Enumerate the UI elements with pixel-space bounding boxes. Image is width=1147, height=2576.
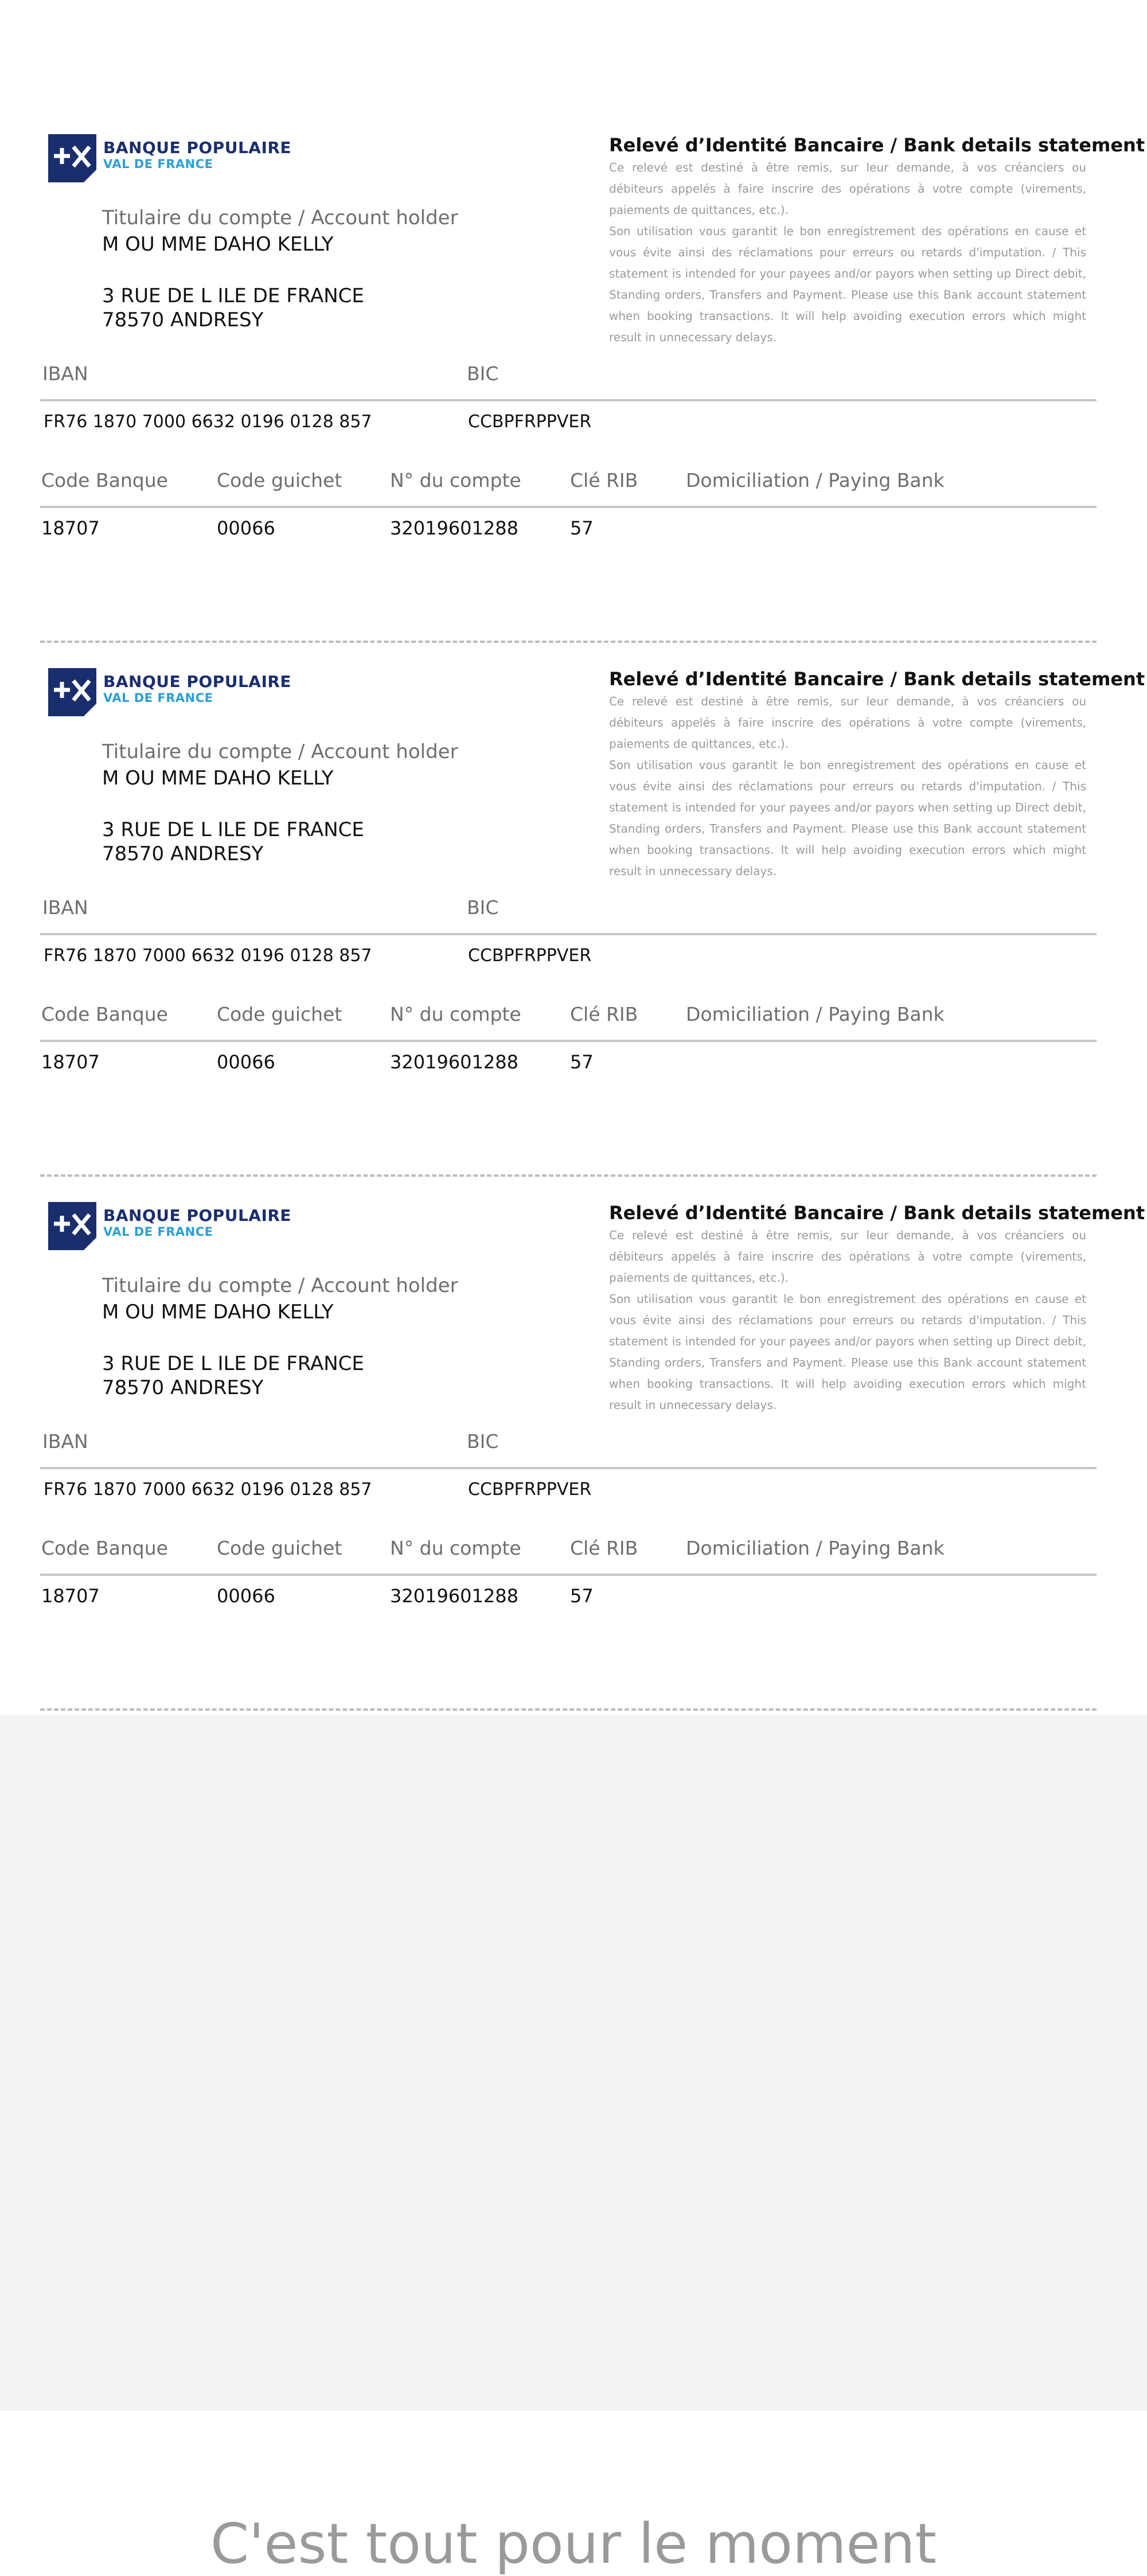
iban-label: IBAN: [42, 362, 88, 385]
bank-logo: [48, 1202, 306, 1250]
account-number-label: N° du compte: [390, 469, 521, 491]
bank-brand-name: BANQUE POPULAIRE: [103, 1206, 292, 1225]
code-guichet-value: 00066: [217, 517, 275, 539]
rib-description-2: Son utilisation vous garantit le bon enregistrement des opérations en cause et vous évite ainsi des réclamations pour erreurs ou retards d'imputation. / This statement is intended for your payees and/or payors when setting up Direct debit, Standing orders, Transfers and Payment. Please use this Bank account statement when booking transactions. It will help avoiding execution errors which might result in unnecessary delays.: [609, 758, 1086, 878]
address-line-1: 3 RUE DE L ILE DE FRANCE: [102, 1352, 364, 1375]
bank-region-name: VAL DE FRANCE: [103, 1225, 213, 1239]
account-holder-name: M OU MME DAHO KELLY: [102, 1301, 334, 1324]
cle-rib-value: 57: [570, 1051, 594, 1073]
code-banque-value: 18707: [41, 1051, 100, 1073]
code-banque-label: Code Banque: [41, 1537, 168, 1559]
bank-brand-name: BANQUE POPULAIRE: [103, 138, 292, 157]
rib-title: Relevé d’Identité Bancaire / Bank details statement: [609, 134, 1145, 156]
iban-value: FR76 1870 7000 6632 0196 0128 857: [44, 412, 372, 432]
cle-rib-value: 57: [570, 1585, 594, 1607]
address-line-2: 78570 ANDRESY: [102, 1376, 264, 1399]
bic-label: BIC: [467, 896, 499, 919]
account-number-value: 32019601288: [390, 1051, 518, 1073]
bank-region-name: VAL DE FRANCE: [103, 157, 213, 171]
domiciliation-label: Domiciliation / Paying Bank: [686, 469, 945, 491]
banque-populaire-logo-icon: [48, 1202, 96, 1250]
iban-value: FR76 1870 7000 6632 0196 0128 857: [44, 1480, 372, 1500]
code-guichet-label: Code guichet: [217, 1537, 342, 1559]
rib-slip: [0, 1202, 1147, 1735]
code-guichet-value: 00066: [217, 1585, 275, 1607]
divider: [40, 506, 1097, 508]
cle-rib-label: Clé RIB: [570, 1537, 638, 1559]
banque-populaire-logo-icon: [48, 134, 96, 182]
domiciliation-label: Domiciliation / Paying Bank: [686, 1537, 945, 1559]
account-number-label: N° du compte: [390, 1537, 521, 1559]
rib-title: Relevé d’Identité Bancaire / Bank details statement: [609, 1202, 1145, 1224]
cut-line: [40, 641, 1097, 643]
address-line-1: 3 RUE DE L ILE DE FRANCE: [102, 284, 364, 307]
bic-value: CCBPFRPPVER: [468, 946, 592, 966]
footer-background: [0, 1715, 1147, 2411]
rib-description-1: Ce relevé est destiné à être remis, sur leur demande, à vos créanciers ou débiteurs appelés à faire inscrire des opérations à votre compte (virements, paiements de quittances, etc.).: [609, 1228, 1086, 1285]
rib-slip: [0, 134, 1147, 668]
banque-populaire-logo-icon: [48, 668, 96, 716]
bic-label: BIC: [467, 1430, 499, 1453]
account-holder-name: M OU MME DAHO KELLY: [102, 767, 334, 790]
rib-description-2: Son utilisation vous garantit le bon enregistrement des opérations en cause et vous évite ainsi des réclamations pour erreurs ou retards d'imputation. / This statement is intended for your payees and/or payors when setting up Direct debit, Standing orders, Transfers and Payment. Please use this Bank account statement when booking transactions. It will help avoiding execution errors which might result in unnecessary delays.: [609, 1292, 1086, 1412]
bank-region-name: VAL DE FRANCE: [103, 691, 213, 705]
code-banque-label: Code Banque: [41, 1003, 168, 1025]
cle-rib-label: Clé RIB: [570, 469, 638, 491]
address-line-1: 3 RUE DE L ILE DE FRANCE: [102, 818, 364, 841]
code-banque-label: Code Banque: [41, 469, 168, 491]
bank-brand-name: BANQUE POPULAIRE: [103, 672, 292, 691]
address-line-2: 78570 ANDRESY: [102, 842, 264, 865]
cle-rib-label: Clé RIB: [570, 1003, 638, 1025]
code-guichet-value: 00066: [217, 1051, 275, 1073]
account-number-label: N° du compte: [390, 1003, 521, 1025]
cut-line: [40, 1174, 1097, 1177]
bic-value: CCBPFRPPVER: [468, 412, 592, 432]
account-number-value: 32019601288: [390, 517, 518, 539]
rib-description-1: Ce relevé est destiné à être remis, sur leur demande, à vos créanciers ou débiteurs appelés à faire inscrire des opérations à votre compte (virements, paiements de quittances, etc.).: [609, 694, 1086, 751]
account-holder-label: Titulaire du compte / Account holder: [102, 740, 458, 763]
iban-value: FR76 1870 7000 6632 0196 0128 857: [44, 946, 372, 966]
iban-label: IBAN: [42, 896, 88, 919]
end-message: C'est tout pour le moment: [210, 2512, 937, 2576]
cut-line: [40, 1708, 1097, 1711]
divider: [40, 1040, 1097, 1042]
account-holder-label: Titulaire du compte / Account holder: [102, 1274, 458, 1297]
bic-label: BIC: [467, 362, 499, 385]
rib-description-2: Son utilisation vous garantit le bon enregistrement des opérations en cause et vous évite ainsi des réclamations pour erreurs ou retards d'imputation. / This statement is intended for your payees and/or payors when setting up Direct debit, Standing orders, Transfers and Payment. Please use this Bank account statement when booking transactions. It will help avoiding execution errors which might result in unnecessary delays.: [609, 224, 1086, 344]
code-guichet-label: Code guichet: [217, 1003, 342, 1025]
rib-slip: [0, 668, 1147, 1201]
rib-title: Relevé d’Identité Bancaire / Bank details statement: [609, 668, 1145, 690]
code-banque-value: 18707: [41, 1585, 100, 1607]
cle-rib-value: 57: [570, 517, 594, 539]
account-holder-name: M OU MME DAHO KELLY: [102, 233, 334, 256]
bank-logo: [48, 668, 306, 716]
bic-value: CCBPFRPPVER: [468, 1480, 592, 1500]
divider: [40, 1467, 1097, 1469]
rib-description-1: Ce relevé est destiné à être remis, sur leur demande, à vos créanciers ou débiteurs appelés à faire inscrire des opérations à votre compte (virements, paiements de quittances, etc.).: [609, 161, 1086, 217]
divider: [40, 399, 1097, 401]
divider: [40, 1574, 1097, 1576]
domiciliation-label: Domiciliation / Paying Bank: [686, 1003, 945, 1025]
divider: [40, 933, 1097, 935]
address-line-2: 78570 ANDRESY: [102, 309, 264, 331]
code-banque-value: 18707: [41, 517, 100, 539]
code-guichet-label: Code guichet: [217, 469, 342, 491]
account-number-value: 32019601288: [390, 1585, 518, 1607]
account-holder-label: Titulaire du compte / Account holder: [102, 206, 458, 229]
bank-logo: [48, 134, 306, 182]
iban-label: IBAN: [42, 1430, 88, 1453]
